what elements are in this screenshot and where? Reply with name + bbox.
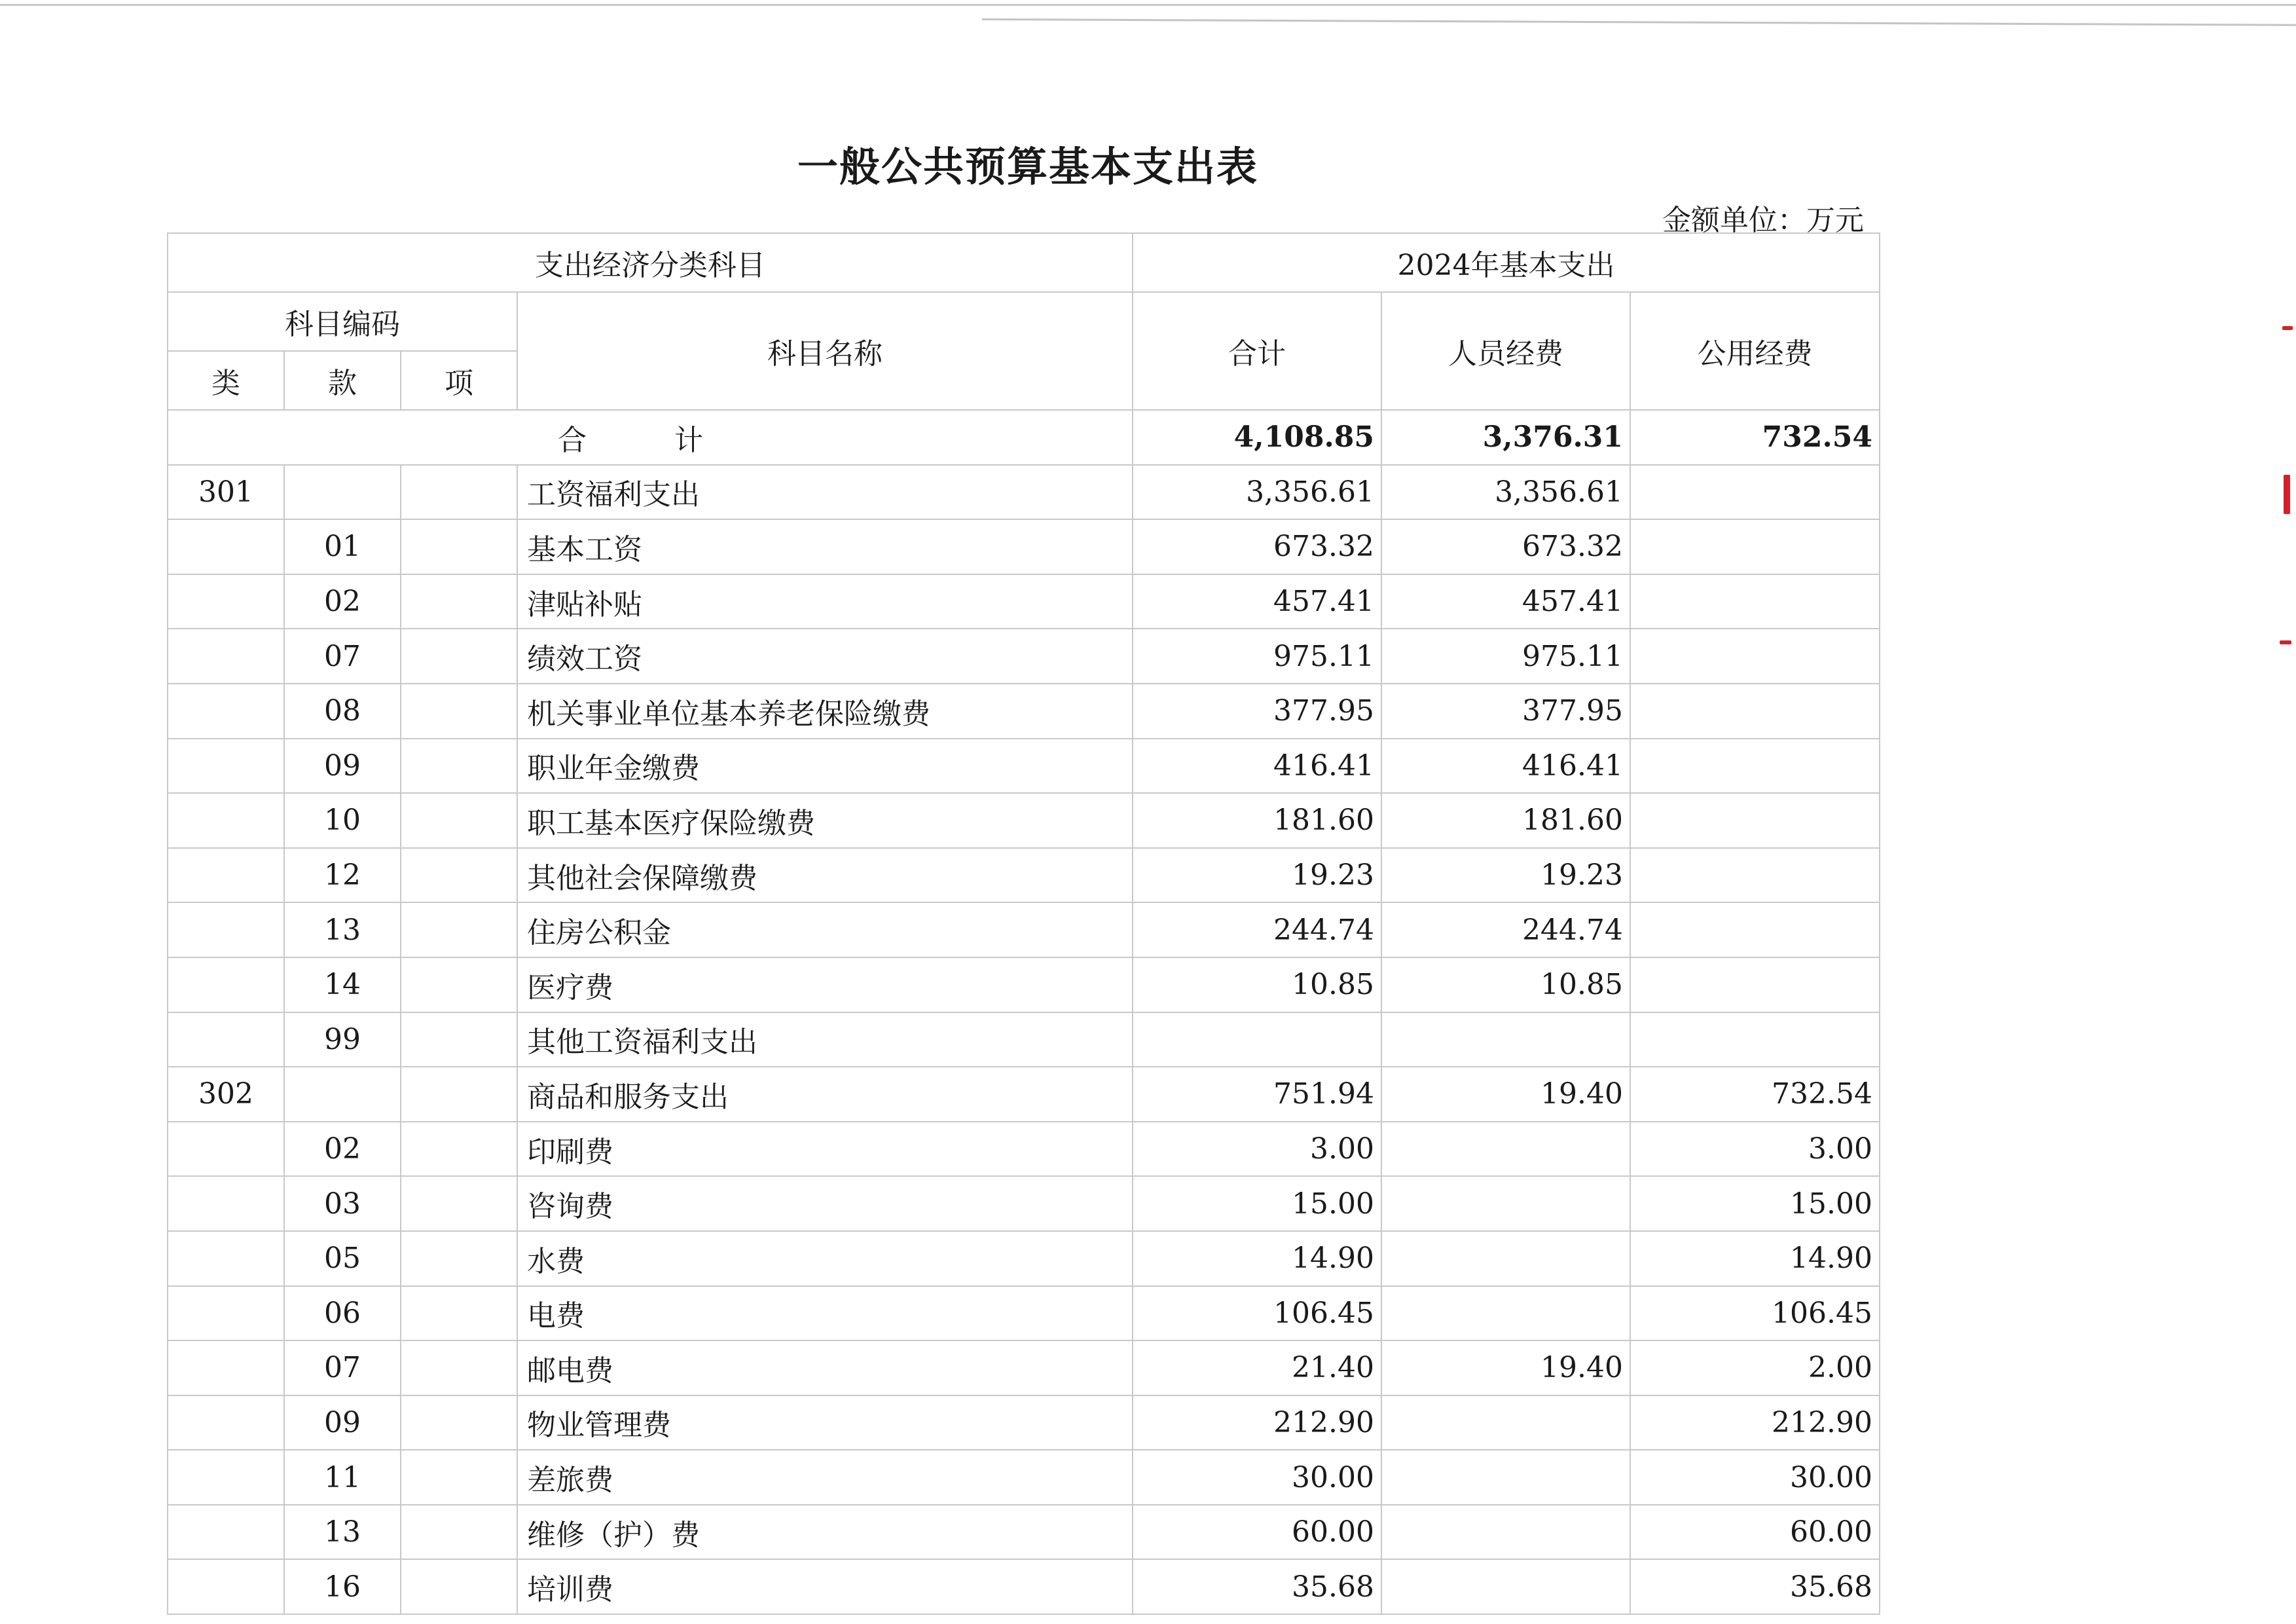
- cell-name: 绩效工资: [517, 629, 1133, 684]
- cell-xiang: [401, 1340, 517, 1395]
- cell-personnel: 181.60: [1381, 793, 1630, 848]
- cell-personnel: [1381, 1395, 1630, 1450]
- cell-personnel: 19.23: [1381, 848, 1630, 903]
- cell-xiang: [401, 1559, 517, 1614]
- cell-lei: [168, 1395, 284, 1450]
- header-total: 合计: [1133, 292, 1381, 410]
- cell-xiang: [401, 902, 517, 957]
- cell-lei: [168, 1340, 284, 1395]
- table-row: [168, 1176, 1880, 1231]
- cell-total: 416.41: [1133, 739, 1381, 794]
- header-year-group: 2024年基本支出: [1133, 233, 1880, 292]
- table-row: [168, 793, 1880, 848]
- cell-kuan: 09: [284, 1395, 401, 1450]
- cell-name: 住房公积金: [517, 902, 1133, 957]
- table-row: [168, 1286, 1880, 1341]
- cell-public: [1630, 957, 1880, 1012]
- red-stamp-mark: [2284, 475, 2290, 514]
- cell-lei: [168, 957, 284, 1012]
- table-row: [168, 739, 1880, 794]
- cell-kuan: 99: [284, 1012, 401, 1067]
- cell-lei: [168, 902, 284, 957]
- total-sum: 4,108.85: [1133, 410, 1381, 465]
- cell-kuan: 03: [284, 1176, 401, 1231]
- cell-lei: [168, 1286, 284, 1341]
- cell-total: 3,356.61: [1133, 465, 1381, 520]
- cell-name: 水费: [517, 1231, 1133, 1286]
- table-row: [168, 1231, 1880, 1286]
- cell-name: 维修（护）费: [517, 1505, 1133, 1560]
- cell-total: 377.95: [1133, 684, 1381, 739]
- cell-total: 244.74: [1133, 902, 1381, 957]
- cell-personnel: [1381, 1286, 1630, 1341]
- cell-public: [1630, 739, 1880, 794]
- cell-xiang: [401, 1286, 517, 1341]
- table-row: [168, 1450, 1880, 1505]
- cell-personnel: 377.95: [1381, 684, 1630, 739]
- cell-public: 60.00: [1630, 1505, 1880, 1560]
- cell-name: 基本工资: [517, 519, 1133, 574]
- cell-lei: [168, 1122, 284, 1177]
- header-name: 科目名称: [517, 292, 1133, 410]
- cell-public: 212.90: [1630, 1395, 1880, 1450]
- cell-name: 培训费: [517, 1559, 1133, 1614]
- table-row: [168, 1395, 1880, 1450]
- table-row: [168, 684, 1880, 739]
- cell-public: 15.00: [1630, 1176, 1880, 1231]
- cell-name: 电费: [517, 1286, 1133, 1341]
- cell-total: 35.68: [1133, 1559, 1381, 1614]
- red-stamp-mark: [2282, 326, 2293, 330]
- cell-public: 732.54: [1630, 1067, 1880, 1122]
- cell-name: 商品和服务支出: [517, 1067, 1133, 1122]
- cell-total: 212.90: [1133, 1395, 1381, 1450]
- cell-kuan: 02: [284, 1122, 401, 1177]
- cell-xiang: [401, 629, 517, 684]
- cell-lei: 302: [168, 1067, 284, 1122]
- cell-public: [1630, 848, 1880, 903]
- cell-kuan: 02: [284, 574, 401, 629]
- cell-kuan: 08: [284, 684, 401, 739]
- cell-name: 差旅费: [517, 1450, 1133, 1505]
- cell-personnel: 975.11: [1381, 629, 1630, 684]
- table-row: [168, 1122, 1880, 1177]
- cell-xiang: [401, 574, 517, 629]
- cell-lei: [168, 793, 284, 848]
- cell-personnel: 457.41: [1381, 574, 1630, 629]
- cell-lei: 301: [168, 465, 284, 520]
- cell-personnel: 416.41: [1381, 739, 1630, 794]
- table-row: [168, 1340, 1880, 1395]
- cell-personnel: 10.85: [1381, 957, 1630, 1012]
- table-row: [168, 902, 1880, 957]
- cell-kuan: [284, 465, 401, 520]
- cell-kuan: 13: [284, 1505, 401, 1560]
- table-row: [168, 1067, 1880, 1122]
- cell-name: 其他工资福利支出: [517, 1012, 1133, 1067]
- cell-lei: [168, 1231, 284, 1286]
- cell-xiang: [401, 1067, 517, 1122]
- cell-xiang: [401, 1012, 517, 1067]
- cell-public: 3.00: [1630, 1122, 1880, 1177]
- cell-public: [1630, 574, 1880, 629]
- cell-kuan: 07: [284, 629, 401, 684]
- cell-lei: [168, 848, 284, 903]
- cell-total: 10.85: [1133, 957, 1381, 1012]
- cell-public: [1630, 684, 1880, 739]
- header-public: 公用经费: [1630, 292, 1880, 410]
- unit-label: 金额单位：万元: [1662, 204, 1864, 237]
- cell-kuan: 16: [284, 1559, 401, 1614]
- table-row: [168, 1505, 1880, 1560]
- cell-personnel: [1381, 1012, 1630, 1067]
- cell-kuan: 01: [284, 519, 401, 574]
- cell-total: 14.90: [1133, 1231, 1381, 1286]
- cell-total: 19.23: [1133, 848, 1381, 903]
- cell-kuan: [284, 1067, 401, 1122]
- cell-total: 60.00: [1133, 1505, 1381, 1560]
- cell-name: 机关事业单位基本养老保险缴费: [517, 684, 1133, 739]
- cell-xiang: [401, 957, 517, 1012]
- cell-lei: [168, 1505, 284, 1560]
- cell-public: [1630, 465, 1880, 520]
- cell-kuan: 07: [284, 1340, 401, 1395]
- cell-xiang: [401, 848, 517, 903]
- cell-xiang: [401, 684, 517, 739]
- cell-public: 14.90: [1630, 1231, 1880, 1286]
- cell-public: [1630, 793, 1880, 848]
- table-row: [168, 1012, 1880, 1067]
- cell-personnel: [1381, 1231, 1630, 1286]
- cell-total: 975.11: [1133, 629, 1381, 684]
- page-title: 一般公共预算基本支出表: [797, 143, 1258, 191]
- cell-total: 3.00: [1133, 1122, 1381, 1177]
- cell-personnel: [1381, 1559, 1630, 1614]
- cell-personnel: 3,356.61: [1381, 465, 1630, 520]
- cell-public: [1630, 1012, 1880, 1067]
- header-xiang: 项: [401, 351, 517, 410]
- cell-lei: [168, 629, 284, 684]
- cell-personnel: 19.40: [1381, 1340, 1630, 1395]
- header-classification: 支出经济分类科目: [168, 233, 1133, 292]
- cell-xiang: [401, 1122, 517, 1177]
- cell-total: 673.32: [1133, 519, 1381, 574]
- cell-name: 职工基本医疗保险缴费: [517, 793, 1133, 848]
- total-label: 合 计: [168, 410, 1133, 465]
- table-row: [168, 957, 1880, 1012]
- cell-lei: [168, 1450, 284, 1505]
- total-row: [168, 410, 1880, 465]
- cell-lei: [168, 1176, 284, 1231]
- cell-kuan: 13: [284, 902, 401, 957]
- total-personnel: 3,376.31: [1381, 410, 1630, 465]
- cell-public: [1630, 519, 1880, 574]
- cell-name: 工资福利支出: [517, 465, 1133, 520]
- cell-xiang: [401, 465, 517, 520]
- table-row: [168, 574, 1880, 629]
- cell-xiang: [401, 793, 517, 848]
- cell-total: 21.40: [1133, 1340, 1381, 1395]
- cell-name: 物业管理费: [517, 1395, 1133, 1450]
- cell-lei: [168, 739, 284, 794]
- cell-kuan: 06: [284, 1286, 401, 1341]
- cell-total: 15.00: [1133, 1176, 1381, 1231]
- table-row: [168, 629, 1880, 684]
- cell-xiang: [401, 1505, 517, 1560]
- cell-xiang: [401, 1176, 517, 1231]
- cell-public: 30.00: [1630, 1450, 1880, 1505]
- header-personnel: 人员经费: [1381, 292, 1630, 410]
- header-lei: 类: [168, 351, 284, 410]
- cell-personnel: [1381, 1122, 1630, 1177]
- table-row: [168, 1559, 1880, 1614]
- header-kuan: 款: [284, 351, 401, 410]
- cell-name: 印刷费: [517, 1122, 1133, 1177]
- cell-personnel: [1381, 1505, 1630, 1560]
- cell-name: 津贴补贴: [517, 574, 1133, 629]
- cell-lei: [168, 574, 284, 629]
- cell-kuan: 11: [284, 1450, 401, 1505]
- cell-lei: [168, 1559, 284, 1614]
- cell-kuan: 10: [284, 793, 401, 848]
- cell-public: [1630, 902, 1880, 957]
- cell-kuan: 05: [284, 1231, 401, 1286]
- header-code: 科目编码: [168, 292, 517, 351]
- scan-edge-line: [0, 4, 2296, 15]
- cell-personnel: [1381, 1176, 1630, 1231]
- total-public: 732.54: [1630, 410, 1880, 465]
- table-row: [168, 465, 1880, 520]
- cell-total: 181.60: [1133, 793, 1381, 848]
- cell-xiang: [401, 519, 517, 574]
- cell-total: 751.94: [1133, 1067, 1381, 1122]
- cell-xiang: [401, 739, 517, 794]
- cell-total: 30.00: [1133, 1450, 1381, 1505]
- cell-kuan: 12: [284, 848, 401, 903]
- cell-public: [1630, 629, 1880, 684]
- cell-total: 106.45: [1133, 1286, 1381, 1341]
- scan-edge-line: [982, 18, 2296, 26]
- cell-name: 医疗费: [517, 957, 1133, 1012]
- table-row: [168, 848, 1880, 903]
- cell-name: 职业年金缴费: [517, 739, 1133, 794]
- cell-personnel: 244.74: [1381, 902, 1630, 957]
- cell-kuan: 14: [284, 957, 401, 1012]
- cell-total: [1133, 1012, 1381, 1067]
- cell-lei: [168, 1012, 284, 1067]
- budget-table: [167, 232, 1880, 1615]
- cell-public: 106.45: [1630, 1286, 1880, 1341]
- cell-personnel: 19.40: [1381, 1067, 1630, 1122]
- cell-xiang: [401, 1231, 517, 1286]
- cell-personnel: 673.32: [1381, 519, 1630, 574]
- cell-personnel: [1381, 1450, 1630, 1505]
- cell-xiang: [401, 1450, 517, 1505]
- cell-name: 其他社会保障缴费: [517, 848, 1133, 903]
- cell-lei: [168, 519, 284, 574]
- cell-name: 邮电费: [517, 1340, 1133, 1395]
- cell-public: 35.68: [1630, 1559, 1880, 1614]
- cell-xiang: [401, 1395, 517, 1450]
- cell-name: 咨询费: [517, 1176, 1133, 1231]
- cell-total: 457.41: [1133, 574, 1381, 629]
- table-row: [168, 519, 1880, 574]
- cell-lei: [168, 684, 284, 739]
- cell-public: 2.00: [1630, 1340, 1880, 1395]
- red-stamp-mark: [2280, 640, 2291, 644]
- cell-kuan: 09: [284, 739, 401, 794]
